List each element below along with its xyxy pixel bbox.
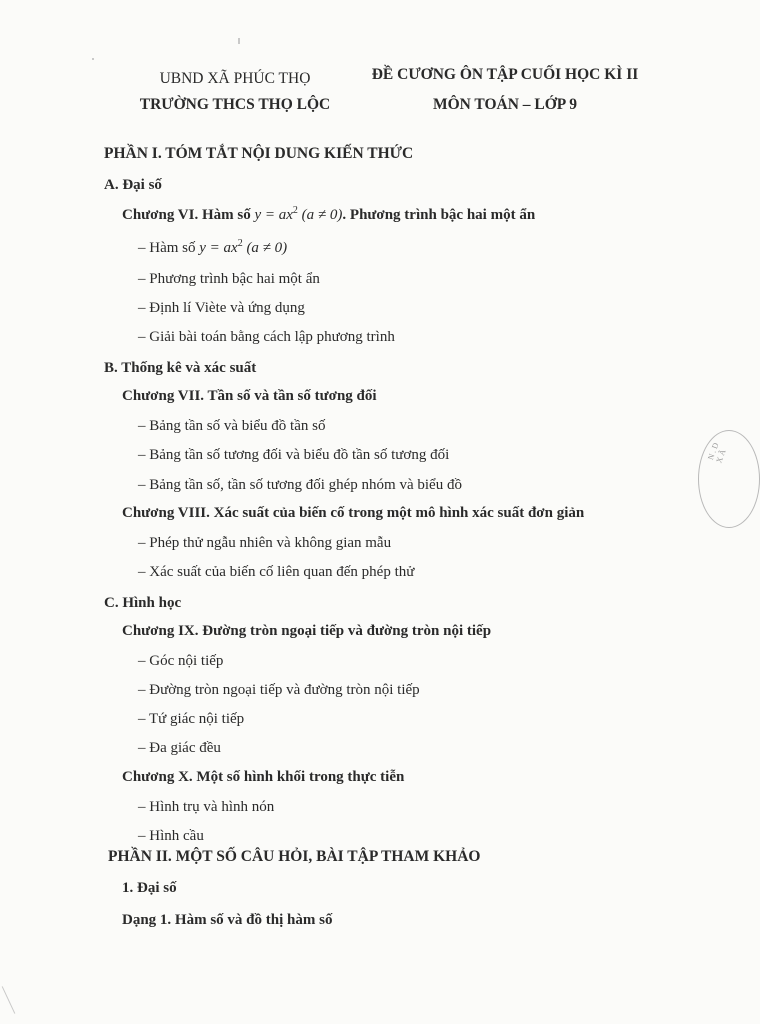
chapter6-exponent: 2 — [292, 205, 298, 216]
chapter7-title: Chương VII. Tần số và tần số tương đối — [122, 388, 377, 404]
item1-exponent: 2 — [237, 238, 243, 249]
item1-prefix: – Hàm số — [138, 240, 200, 256]
scan-speck-2 — [92, 58, 94, 60]
chapter6-condition: (a ≠ 0) — [297, 207, 343, 223]
header-commune-name: UBND XÃ PHÚC THỌ — [159, 70, 311, 87]
item1-condition: (a ≠ 0) — [242, 240, 288, 256]
part2-section-1: 1. Đại số — [122, 880, 177, 896]
chapter9-item-4: – Đa giác đều — [138, 740, 221, 756]
chapter10-item-1: – Hình trụ và hình nón — [138, 799, 275, 815]
chapter6-prefix: Chương VI. Hàm số — [122, 207, 255, 223]
chapter7-item-2: – Bảng tần số tương đối và biểu đồ tần số tương đối — [138, 447, 450, 463]
chapter9-title: Chương IX. Đường tròn ngoại tiếp và đường tròn nội tiếp — [122, 623, 492, 639]
header-subject-grade: MÔN TOÁN – LỚP 9 — [432, 96, 578, 113]
chapter6-item-1 — [138, 238, 287, 257]
stamp-text: N.D XÃ — [706, 439, 729, 465]
chapter10-item-2: – Hình cầu — [138, 828, 204, 844]
header-document-title: ĐỀ CƯƠNG ÔN TẬP CUỐI HỌC KÌ II — [371, 66, 639, 83]
section-b-title: B. Thống kê và xác suất — [104, 360, 257, 376]
scan-speck — [238, 38, 240, 44]
part2-title: PHẦN II. MỘT SỐ CÂU HỎI, BÀI TẬP THAM KHẢO — [108, 848, 481, 865]
chapter9-item-2: – Đường tròn ngoại tiếp và đường tròn nội tiếp — [138, 682, 420, 698]
section-a-title: A. Đại số — [104, 177, 162, 193]
chapter6-item-2: – Phương trình bậc hai một ẩn — [138, 271, 320, 287]
chapter7-item-3: – Bảng tần số, tần số tương đối ghép nhóm và biểu đồ — [138, 477, 462, 493]
chapter7-item-1: – Bảng tần số và biểu đồ tần số — [138, 418, 326, 434]
chapter6-item-4: – Giải bài toán bằng cách lập phương trình — [138, 329, 395, 345]
chapter6-formula: y = ax — [254, 207, 293, 223]
chapter8-item-1: – Phép thử ngẫu nhiên và không gian mẫu — [138, 535, 392, 551]
chapter6-suffix: . Phương trình bậc hai một ẩn — [342, 207, 536, 223]
chapter6-title — [122, 205, 535, 224]
chapter6-item-3: – Định lí Viète và ứng dụng — [138, 300, 305, 316]
item1-formula: y = ax — [199, 240, 238, 256]
chapter8-title: Chương VIII. Xác suất của biến cố trong một mô hình xác suất đơn giản — [122, 505, 585, 521]
part2-form-1: Dạng 1. Hàm số và đồ thị hàm số — [122, 912, 333, 928]
header-school-name: TRƯỜNG THCS THỌ LỘC — [139, 96, 331, 113]
chapter9-item-1: – Góc nội tiếp — [138, 653, 224, 669]
section-c-title: C. Hình học — [104, 595, 182, 611]
part1-title: PHẦN I. TÓM TẮT NỘI DUNG KIẾN THỨC — [104, 145, 414, 162]
chapter10-title: Chương X. Một số hình khối trong thực tiễn — [122, 769, 405, 785]
scan-edge-mark — [2, 986, 16, 1014]
chapter8-item-2: – Xác suất của biến cố liên quan đến phép thử — [138, 564, 415, 580]
chapter9-item-3: – Tứ giác nội tiếp — [138, 711, 245, 727]
